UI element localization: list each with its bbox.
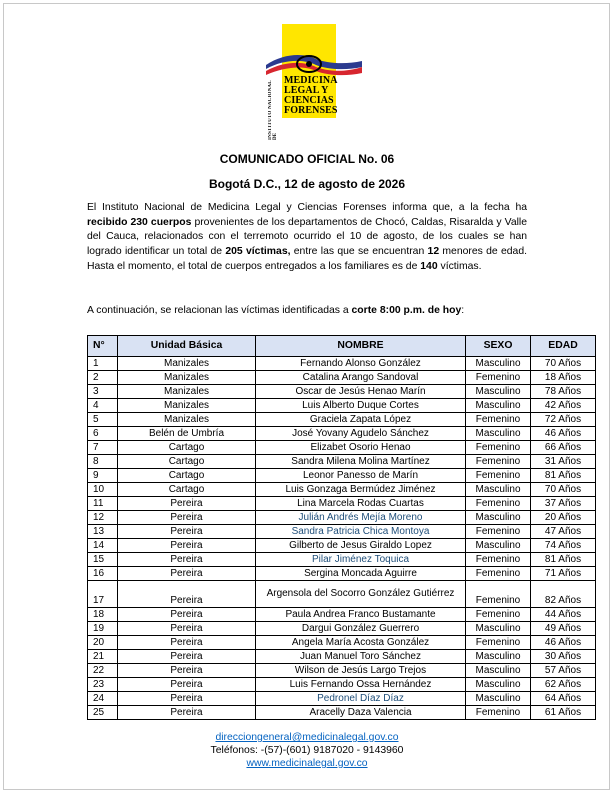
cell-name: Luis Fernando Ossa Hernández	[256, 678, 466, 692]
bold-text: corte 8:00 p.m. de hoy	[351, 305, 462, 316]
logo-vertical-text: INSTITUTO NACIONAL DE	[268, 80, 278, 140]
cell-unit: Cartago	[118, 483, 256, 497]
text-run: :	[461, 305, 465, 316]
cell-number: 22	[88, 664, 118, 678]
cell-age: 46 Años	[531, 427, 596, 441]
table-row	[88, 525, 596, 539]
cell-sex: Femenino	[466, 567, 531, 581]
cell-unit: Manizales	[118, 399, 256, 413]
cell-number: 7	[88, 441, 118, 455]
table-row	[88, 636, 596, 650]
cell-name: Pilar Jiménez Toquica	[256, 553, 466, 567]
cell-unit: Manizales	[118, 413, 256, 427]
text-run: menores de edad. Hasta el momento, el total de cuerpos entregados a los familiares es de	[87, 246, 527, 272]
cell-name: Lina Marcela Rodas Cuartas	[256, 497, 466, 511]
cell-age: 62 Años	[531, 678, 596, 692]
cell-name: Fernando Alonso González	[256, 357, 466, 371]
cell-number: 12	[88, 511, 118, 525]
cell-number: 4	[88, 399, 118, 413]
cell-number: 18	[88, 608, 118, 622]
cell-age: 81 Años	[531, 553, 596, 567]
cell-age: 20 Años	[531, 511, 596, 525]
table-row	[88, 357, 596, 371]
cell-unit: Belén de Umbría	[118, 427, 256, 441]
cell-name: Sandra Milena Molina Martínez	[256, 455, 466, 469]
cell-unit: Pereira	[118, 539, 256, 553]
cell-sex: Femenino	[466, 413, 531, 427]
cell-sex: Masculino	[466, 678, 531, 692]
text-run: provenientes de los departamentos de Chocó, Caldas, Risaralda y Valle del Cauca, relacionados con el terremoto ocurrido el 10 de agosto, de los cuales se han logrado identificar un total de	[87, 216, 528, 258]
cell-unit: Pereira	[118, 608, 256, 622]
cell-sex: Masculino	[466, 692, 531, 706]
bold-text: 12	[427, 246, 440, 258]
table-row	[88, 483, 596, 497]
cell-number: 6	[88, 427, 118, 441]
cell-sex: Femenino	[466, 469, 531, 483]
logo-name-line: CIENCIAS	[284, 95, 334, 106]
cell-unit: Pereira	[118, 581, 256, 608]
cell-sex: Masculino	[466, 539, 531, 553]
header-number: N°	[88, 336, 118, 357]
cell-age: 71 Años	[531, 567, 596, 581]
cell-age: 78 Años	[531, 385, 596, 399]
cell-name: Elizabet Osorio Henao	[256, 441, 466, 455]
cell-unit: Cartago	[118, 441, 256, 455]
table-row	[88, 664, 596, 678]
cell-age: 18 Años	[531, 371, 596, 385]
table-body	[88, 357, 596, 720]
table-row	[88, 567, 596, 581]
text-run: El Instituto Nacional de Medicina Legal y Ciencias Forenses informa que, a la fecha ha	[87, 202, 527, 213]
table-header-row	[88, 336, 596, 357]
cell-number: 11	[88, 497, 118, 511]
table-row	[88, 706, 596, 720]
cell-name: Gilberto de Jesus Giraldo Lopez	[256, 539, 466, 553]
logo-name-line: FORENSES	[284, 105, 338, 116]
cell-number: 17	[88, 581, 118, 608]
cell-age: 72 Años	[531, 413, 596, 427]
cell-number: 9	[88, 469, 118, 483]
cell-unit: Cartago	[118, 469, 256, 483]
cell-number: 24	[88, 692, 118, 706]
cell-number: 13	[88, 525, 118, 539]
cell-age: 44 Años	[531, 608, 596, 622]
cell-name: Oscar de Jesús Henao Marín	[256, 385, 466, 399]
cell-unit: Manizales	[118, 385, 256, 399]
cell-name: Julián Andrés Mejía Moreno	[256, 511, 466, 525]
table-row	[88, 553, 596, 567]
cell-sex: Femenino	[466, 371, 531, 385]
cell-name: Aracelly Daza Valencia	[256, 706, 466, 720]
cell-age: 81 Años	[531, 469, 596, 483]
cell-sex: Femenino	[466, 581, 531, 608]
cell-unit: Cartago	[118, 455, 256, 469]
intro-paragraph	[87, 201, 527, 275]
cell-age: 47 Años	[531, 525, 596, 539]
cell-unit: Pereira	[118, 525, 256, 539]
cell-age: 37 Años	[531, 497, 596, 511]
cell-name: Wilson de Jesús Largo Trejos	[256, 664, 466, 678]
cell-name: Juan Manuel Toro Sánchez	[256, 650, 466, 664]
cell-unit: Pereira	[118, 692, 256, 706]
cell-age: 42 Años	[531, 399, 596, 413]
cell-name: Luis Gonzaga Bermúdez Jiménez	[256, 483, 466, 497]
cell-number: 25	[88, 706, 118, 720]
cell-age: 66 Años	[531, 441, 596, 455]
bold-text: recibido 230 cuerpos	[87, 216, 192, 228]
cell-number: 5	[88, 413, 118, 427]
header-unit: Unidad Básica	[118, 336, 256, 357]
institute-logo	[264, 24, 364, 140]
cell-unit: Pereira	[118, 636, 256, 650]
cell-unit: Manizales	[118, 371, 256, 385]
cell-number: 3	[88, 385, 118, 399]
cell-number: 2	[88, 371, 118, 385]
cell-name: Sandra Patricia Chica Montoya	[256, 525, 466, 539]
table-row	[88, 608, 596, 622]
table-row	[88, 650, 596, 664]
cell-name: Graciela Zapata López	[256, 413, 466, 427]
cell-name: Angela María Acosta González	[256, 636, 466, 650]
table-row	[88, 497, 596, 511]
cell-sex: Femenino	[466, 441, 531, 455]
cell-age: 49 Años	[531, 622, 596, 636]
table-row	[88, 427, 596, 441]
cell-sex: Masculino	[466, 483, 531, 497]
text-run: A continuación, se relacionan las víctimas identificadas a	[87, 305, 352, 316]
cell-name: José Yovany Agudelo Sánchez	[256, 427, 466, 441]
bold-text: 140	[420, 260, 438, 272]
cell-number: 21	[88, 650, 118, 664]
cell-unit: Pereira	[118, 650, 256, 664]
cell-name: Paula Andrea Franco Bustamante	[256, 608, 466, 622]
cell-number: 20	[88, 636, 118, 650]
table-row	[88, 385, 596, 399]
cell-sex: Femenino	[466, 553, 531, 567]
table-row	[88, 399, 596, 413]
cell-name: Leonor Panesso de Marín	[256, 469, 466, 483]
cell-unit: Pereira	[118, 706, 256, 720]
cell-sex: Masculino	[466, 357, 531, 371]
text-run: entre las que se encuentran	[290, 246, 428, 258]
cell-sex: Masculino	[466, 650, 531, 664]
cell-unit: Pereira	[118, 553, 256, 567]
place-date: Bogotá D.C., 12 de agosto de 2026	[208, 177, 406, 191]
cell-age: 61 Años	[531, 706, 596, 720]
table-row	[88, 539, 596, 553]
table-intro-paragraph	[87, 304, 527, 319]
header-sex: SEXO	[466, 336, 531, 357]
table-row	[88, 692, 596, 706]
cell-sex: Masculino	[466, 427, 531, 441]
cell-age: 70 Años	[531, 483, 596, 497]
cell-unit: Pereira	[118, 664, 256, 678]
cell-unit: Pereira	[118, 567, 256, 581]
cell-sex: Masculino	[466, 511, 531, 525]
cell-unit: Pereira	[118, 511, 256, 525]
cell-sex: Masculino	[466, 399, 531, 413]
cell-number: 8	[88, 455, 118, 469]
cell-name: Catalina Arango Sandoval	[256, 371, 466, 385]
cell-number: 10	[88, 483, 118, 497]
cell-age: 64 Años	[531, 692, 596, 706]
cell-age: 74 Años	[531, 539, 596, 553]
cell-sex: Femenino	[466, 608, 531, 622]
table-row	[88, 441, 596, 455]
cell-sex: Femenino	[466, 636, 531, 650]
cell-number: 15	[88, 553, 118, 567]
cell-number: 19	[88, 622, 118, 636]
cell-unit: Pereira	[118, 497, 256, 511]
cell-sex: Femenino	[466, 525, 531, 539]
cell-age: 46 Años	[531, 636, 596, 650]
cell-age: 57 Años	[531, 664, 596, 678]
cell-number: 23	[88, 678, 118, 692]
table-row	[88, 511, 596, 525]
cell-number: 16	[88, 567, 118, 581]
table-row	[88, 581, 596, 608]
logo-name-line: LEGAL Y	[284, 85, 329, 96]
cell-age: 31 Años	[531, 455, 596, 469]
phone-numbers: Teléfonos: -(57)-(601) 9187020 - 9143960	[210, 745, 404, 756]
header-age: EDAD	[531, 336, 596, 357]
cell-age: 82 Años	[531, 581, 596, 608]
bold-text: 205 víctimas,	[225, 246, 291, 258]
cell-name: Sergina Moncada Aguirre	[256, 567, 466, 581]
victims-table	[87, 335, 596, 720]
email-link[interactable]: direcciongeneral@medicinalegal.gov.co	[215, 732, 399, 743]
cell-number: 14	[88, 539, 118, 553]
cell-sex: Femenino	[466, 497, 531, 511]
table-row	[88, 371, 596, 385]
cell-age: 70 Años	[531, 357, 596, 371]
table-row	[88, 413, 596, 427]
logo-name-line: MEDICINA	[284, 75, 338, 86]
cell-age: 30 Años	[531, 650, 596, 664]
cell-sex: Masculino	[466, 385, 531, 399]
cell-name: Argensola del Socorro González Gutiérrez	[256, 581, 466, 608]
header-name: NOMBRE	[256, 336, 466, 357]
logo-name	[284, 76, 338, 116]
website-link[interactable]: www.medicinalegal.gov.co	[246, 758, 368, 769]
cell-unit: Pereira	[118, 678, 256, 692]
document-title: COMUNICADO OFICIAL No. 06	[219, 152, 395, 166]
cell-sex: Femenino	[466, 455, 531, 469]
cell-sex: Masculino	[466, 622, 531, 636]
table-row	[88, 455, 596, 469]
cell-unit: Manizales	[118, 357, 256, 371]
table-row	[88, 622, 596, 636]
cell-name: Pedronel Díaz Díaz	[256, 692, 466, 706]
text-run: víctimas.	[437, 260, 482, 272]
cell-sex: Femenino	[466, 706, 531, 720]
cell-sex: Masculino	[466, 664, 531, 678]
cell-number: 1	[88, 357, 118, 371]
cell-unit: Pereira	[118, 622, 256, 636]
cell-name: Luis Alberto Duque Cortes	[256, 399, 466, 413]
table-row	[88, 678, 596, 692]
table-row	[88, 469, 596, 483]
cell-name: Dargui González Guerrero	[256, 622, 466, 636]
